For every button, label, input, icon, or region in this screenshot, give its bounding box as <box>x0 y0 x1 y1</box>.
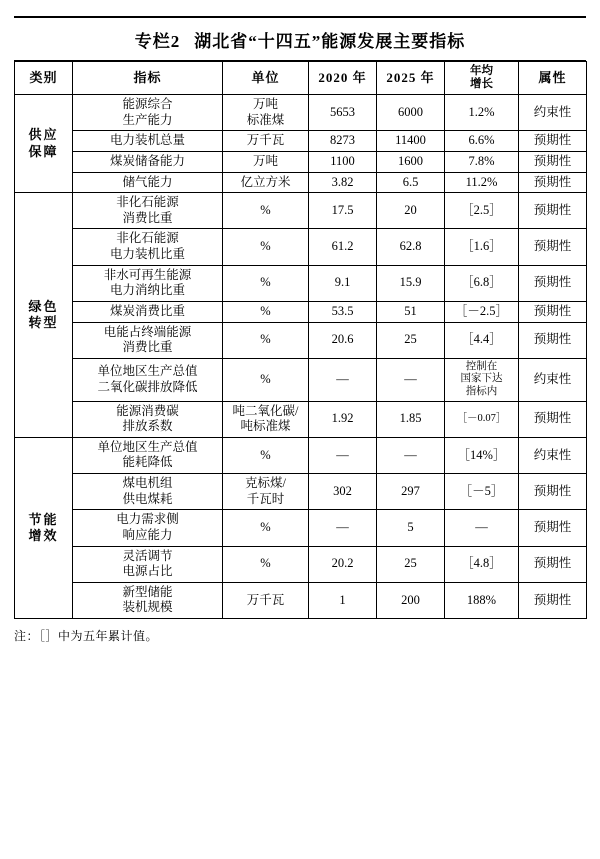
value-growth: ［－2.5］ <box>445 301 519 322</box>
value-attribute: 预期性 <box>519 193 587 229</box>
value-2025: 1600 <box>377 151 445 172</box>
col-header-category: 类别 <box>15 62 73 95</box>
table-row <box>15 474 587 510</box>
value-2020: 53.5 <box>309 301 377 322</box>
table-row <box>15 437 587 473</box>
indicator-unit: 亿立方米 <box>223 172 309 193</box>
value-2025: 200 <box>377 582 445 618</box>
value-growth: ［1.6］ <box>445 229 519 265</box>
table-row <box>15 229 587 265</box>
indicator-name: 非化石能源 消费比重 <box>73 193 223 229</box>
value-attribute: 约束性 <box>519 437 587 473</box>
table-row <box>15 582 587 618</box>
indicator-unit: 万千瓦 <box>223 131 309 152</box>
page-title <box>135 27 466 52</box>
title-main-text: 湖北省“十四五”能源发展主要指标 <box>194 31 466 51</box>
indicator-unit: 万吨 标准煤 <box>223 95 309 131</box>
value-2020: 61.2 <box>309 229 377 265</box>
value-2025: 51 <box>377 301 445 322</box>
indicator-name: 煤炭消费比重 <box>73 301 223 322</box>
value-2020: — <box>309 437 377 473</box>
value-attribute: 预期性 <box>519 322 587 358</box>
indicator-name: 单位地区生产总值 能耗降低 <box>73 437 223 473</box>
value-2025: 25 <box>377 322 445 358</box>
indicator-name: 新型储能 装机规模 <box>73 582 223 618</box>
table-header-row <box>15 62 587 95</box>
value-growth: 6.6% <box>445 131 519 152</box>
indicator-name: 灵活调节 电源占比 <box>73 546 223 582</box>
value-2020: 17.5 <box>309 193 377 229</box>
indicator-name: 能源综合 生产能力 <box>73 95 223 131</box>
indicator-unit: % <box>223 229 309 265</box>
value-2020: — <box>309 358 377 401</box>
table-title-bar <box>14 16 586 61</box>
value-2025: 5 <box>377 510 445 546</box>
value-2025: 20 <box>377 193 445 229</box>
category-line: 增效 <box>28 527 59 543</box>
value-attribute: 预期性 <box>519 151 587 172</box>
table-row <box>15 95 587 131</box>
indicator-unit: % <box>223 510 309 546</box>
indicator-unit: % <box>223 358 309 401</box>
value-attribute: 约束性 <box>519 358 587 401</box>
category-line: 供应 <box>28 127 59 143</box>
table-row <box>15 510 587 546</box>
value-growth: — <box>445 510 519 546</box>
indicator-unit: 克标煤/ 千瓦时 <box>223 474 309 510</box>
col-header-2025: 2025 年 <box>377 62 445 95</box>
indicator-unit: % <box>223 265 309 301</box>
value-attribute: 预期性 <box>519 265 587 301</box>
table-row <box>15 401 587 437</box>
value-2020: 302 <box>309 474 377 510</box>
indicator-name: 单位地区生产总值 二氧化碳排放降低 <box>73 358 223 401</box>
value-2025: 297 <box>377 474 445 510</box>
value-2020: 9.1 <box>309 265 377 301</box>
indicator-name: 电力需求侧 响应能力 <box>73 510 223 546</box>
category-line: 绿色 <box>28 298 59 314</box>
indicator-unit: 万吨 <box>223 151 309 172</box>
value-2020: 1.92 <box>309 401 377 437</box>
value-attribute: 预期性 <box>519 172 587 193</box>
category-line: 节能 <box>28 511 59 527</box>
category-line: 保障 <box>28 143 59 159</box>
value-2020: 3.82 <box>309 172 377 193</box>
category-cell-green-transition <box>15 193 73 438</box>
value-2025: 6000 <box>377 95 445 131</box>
table-row <box>15 546 587 582</box>
value-attribute: 预期性 <box>519 546 587 582</box>
col-header-annual-growth <box>445 62 519 95</box>
value-2025: 11400 <box>377 131 445 152</box>
table-row <box>15 265 587 301</box>
value-growth: 控制在 国家下达 指标内 <box>445 358 519 401</box>
indicator-unit: % <box>223 322 309 358</box>
value-growth: ［2.5］ <box>445 193 519 229</box>
energy-indicators-table <box>14 61 587 619</box>
document-page <box>0 16 600 859</box>
col-header-growth-line1: 年均 <box>470 64 493 77</box>
value-2025: — <box>377 358 445 401</box>
value-attribute: 约束性 <box>519 95 587 131</box>
value-2025: 15.9 <box>377 265 445 301</box>
col-header-indicator: 指标 <box>73 62 223 95</box>
category-cell-energy-saving <box>15 437 73 618</box>
value-2025: 25 <box>377 546 445 582</box>
value-2020: 1 <box>309 582 377 618</box>
value-2020: 8273 <box>309 131 377 152</box>
value-2025: 6.5 <box>377 172 445 193</box>
value-2025: — <box>377 437 445 473</box>
table-row <box>15 301 587 322</box>
value-attribute: 预期性 <box>519 131 587 152</box>
value-growth: 188% <box>445 582 519 618</box>
table-row <box>15 151 587 172</box>
indicator-unit: % <box>223 301 309 322</box>
title-label: 专栏2 <box>134 31 181 51</box>
value-attribute: 预期性 <box>519 401 587 437</box>
indicator-name: 能源消费碳 排放系数 <box>73 401 223 437</box>
value-2020: 20.6 <box>309 322 377 358</box>
value-growth: 11.2% <box>445 172 519 193</box>
indicator-name: 储气能力 <box>73 172 223 193</box>
value-2020: 5653 <box>309 95 377 131</box>
col-header-growth-line2: 增长 <box>470 78 493 90</box>
category-line: 转型 <box>28 314 59 330</box>
value-growth: ［4.4］ <box>445 322 519 358</box>
indicator-name: 煤电机组 供电煤耗 <box>73 474 223 510</box>
col-header-2020: 2020 年 <box>309 62 377 95</box>
indicator-name: 煤炭储备能力 <box>73 151 223 172</box>
table-row <box>15 131 587 152</box>
indicator-name: 电能占终端能源 消费比重 <box>73 322 223 358</box>
value-growth: ［4.8］ <box>445 546 519 582</box>
value-growth: 1.2% <box>445 95 519 131</box>
value-2020: 1100 <box>309 151 377 172</box>
indicator-name: 非化石能源 电力装机比重 <box>73 229 223 265</box>
indicator-unit: % <box>223 437 309 473</box>
indicator-unit: 万千瓦 <box>223 582 309 618</box>
value-growth: 7.8% <box>445 151 519 172</box>
value-attribute: 预期性 <box>519 582 587 618</box>
table-row <box>15 193 587 229</box>
value-growth: ［－5］ <box>445 474 519 510</box>
table-row <box>15 322 587 358</box>
value-2025: 62.8 <box>377 229 445 265</box>
value-growth: ［14%］ <box>445 437 519 473</box>
table-footnote: 注：［］中为五年累计值。 <box>14 629 159 644</box>
value-2020: — <box>309 510 377 546</box>
value-attribute: 预期性 <box>519 510 587 546</box>
value-growth: ［－0.07］ <box>445 401 519 437</box>
table-row <box>15 358 587 401</box>
indicator-unit: % <box>223 546 309 582</box>
indicator-unit: % <box>223 193 309 229</box>
table-row <box>15 172 587 193</box>
indicator-name: 电力装机总量 <box>73 131 223 152</box>
value-growth: ［6.8］ <box>445 265 519 301</box>
value-attribute: 预期性 <box>519 474 587 510</box>
category-cell-supply <box>15 95 73 193</box>
indicator-name: 非水可再生能源 电力消纳比重 <box>73 265 223 301</box>
value-2020: 20.2 <box>309 546 377 582</box>
col-header-attribute: 属性 <box>519 62 587 95</box>
col-header-unit: 单位 <box>223 62 309 95</box>
value-2025: 1.85 <box>377 401 445 437</box>
value-attribute: 预期性 <box>519 229 587 265</box>
indicator-unit: 吨二氧化碳/ 吨标准煤 <box>223 401 309 437</box>
value-attribute: 预期性 <box>519 301 587 322</box>
